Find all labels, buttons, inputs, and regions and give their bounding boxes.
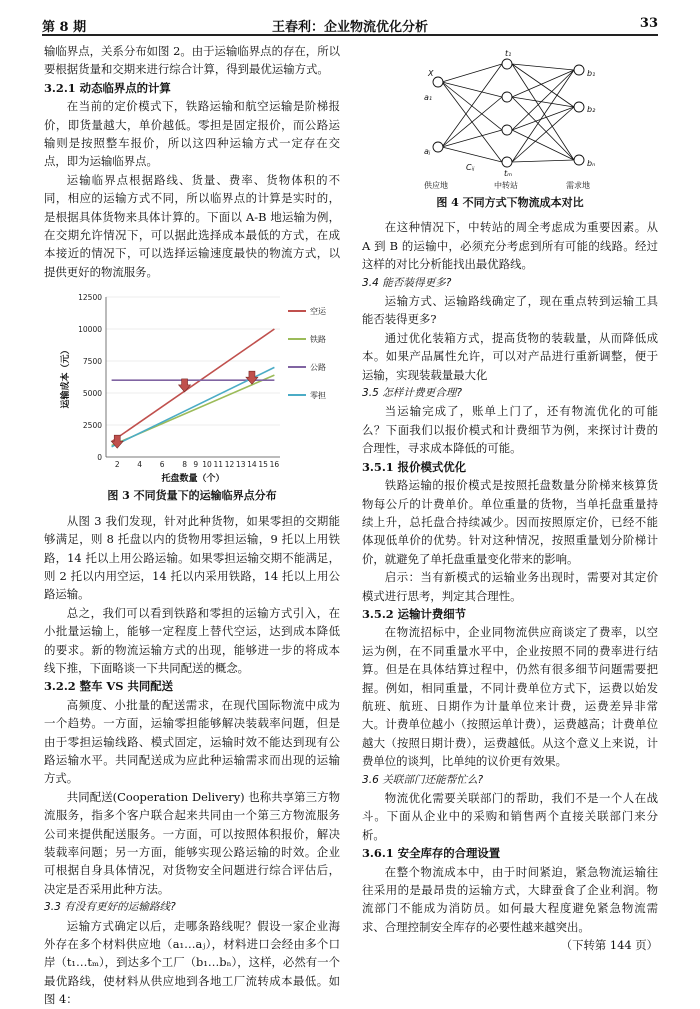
- stage-label: 中转站: [494, 181, 518, 190]
- y-tick-label: 0: [97, 453, 102, 463]
- node-label: aⱼ: [424, 147, 431, 156]
- diagram-edges: [442, 64, 574, 162]
- x-tick-label: 8: [182, 460, 187, 470]
- section-heading: 3.3 有没有更好的运输路线?: [44, 901, 176, 914]
- x-tick-label: 13: [235, 460, 246, 470]
- node-label: bₙ: [587, 159, 596, 168]
- stage-label: 供应地: [424, 181, 448, 190]
- left-column: [44, 42, 340, 1009]
- demand-node: [574, 102, 584, 112]
- node-label: tₘ: [504, 169, 513, 178]
- transit-node: [502, 92, 512, 102]
- node-label: b₂: [587, 105, 596, 114]
- line-chart: [44, 285, 340, 485]
- issue-number: 第 8 期: [42, 20, 87, 35]
- supply-node: [433, 142, 443, 152]
- paragraph: 启示：当有新模式的运输业务出现时，需要对其定价模式进行思考，判定其合理性。: [362, 570, 658, 603]
- section-heading: 3.5.2 运输计费细节: [362, 606, 467, 621]
- transit-node: [502, 157, 512, 167]
- demand-node: [574, 155, 584, 165]
- page-number: 33: [639, 16, 658, 31]
- x-tick-label: 11: [213, 460, 224, 470]
- section-heading: 3.2.2 整车 VS 共同配送: [44, 679, 174, 694]
- x-tick-label: 14: [247, 460, 257, 470]
- transit-node: [502, 59, 512, 69]
- figure-caption: 图 4 不同方式下物流成本对比: [436, 196, 584, 209]
- right-column: [362, 42, 658, 955]
- paragraph: 在这种情况下，中转站的周全考虑成为重要因素。从 A 到 B 的运输中，必须充分考虑到所有可能的线路。经过这样的对比分析能找出最优路线。: [362, 220, 658, 272]
- network-diagram: [362, 42, 658, 192]
- y-axis-label: 运输成本（元）: [61, 345, 71, 409]
- node-label: t₁: [505, 49, 512, 58]
- legend-label: 空运: [310, 307, 326, 317]
- paragraph: 运输方式、运输路线确定了，现在重点转到运输工具能否装得更多?: [362, 294, 658, 327]
- legend-label: 铁路: [310, 335, 326, 345]
- paragraph: 在整个物流成本中，由于时间紧迫，紧急物流运输往往采用的是最昂贵的运输方式，大肆蚕食了企业利润。物流部门不能成为消防员。如何最大程度避免紧急物流需求、合理控制安全库存的必要性越来越突出。: [362, 864, 658, 934]
- y-tick-label: 10000: [78, 325, 102, 335]
- paragraph: 总之，我们可以看到铁路和零担的运输方式引入，在小批量运输上，能够一定程度上替代空运，达到成本降低的要求。新的物流运输方式的出现，能够进一步的将成本线下推，下面略谈一下共同配送的概念。: [44, 605, 340, 675]
- y-tick-label: 2500: [82, 421, 102, 431]
- paragraph: 物流优化需要关联部门的帮助，我们不是一个人在战斗。下面从企业中的采购和销售两个直接关联部门来分析。: [362, 791, 658, 842]
- legend-label: 公路: [310, 363, 326, 373]
- y-tick-label: 7500: [82, 357, 102, 367]
- x-tick-label: 12: [224, 460, 235, 470]
- running-title: 王春利：企业物流优化分析: [271, 20, 428, 35]
- x-tick-label: 6: [159, 460, 165, 470]
- section-heading: 3.5 怎样计费更合理?: [362, 387, 462, 400]
- x-tick-label: 16: [269, 460, 280, 470]
- node-label: a₁: [424, 93, 433, 102]
- x-tick-label: 9: [193, 460, 199, 470]
- legend-label: 零担: [310, 391, 326, 401]
- section-heading: 3.6 关联部门还能帮忙么?: [362, 773, 484, 786]
- paragraph: 在物流招标中，企业同物流供应商谈定了费率，以空运为例，在不同重量水平中，企业按照不同的费率进行结算。但是在具体结算过程中，仍然有很多细节问题需要把握。例如，相同重量，不同计费单位方式下，运费以始发航班、航班、日期作为计量单位来计费，运费差异非常大。计费单位越小（按照运单计费），运费越高；计费单位越大（按照日期计费），运费越低。从这个意义上来说，计费单位的谈判，比单纯的议价更有效果。: [362, 625, 658, 769]
- paragraph: 共同配送(Cooperation Delivery) 也称共享第三方物流服务，指多个客户联合起来共同由一个第三方物流服务公司来提供配送服务。一方面，可以按照体积报价，解决装载率问题；另一方面，能够实现公路运输的时效。企业可根据自身具体情况，对货物安全问题进行综合评估后，决定是否采用此种方法。: [44, 789, 340, 896]
- y-tick-label: 12500: [78, 293, 102, 303]
- node-label: X: [428, 69, 434, 78]
- stage-label: 需求地: [566, 181, 590, 190]
- x-tick-label: 4: [137, 460, 143, 470]
- paragraph: 运输临界点根据路线、货量、费率、货物体积的不同，相应的运输方式不同，所以临界点的计算是实时的，是根据具体货物来具体计算的。下面以 A-B 地运输为例，在交期允许情况下，可以据此选择成本最低的方式，在成本接近的情况下，可以选择运输速度最快的物流方式，以提供更好的物流服务。: [44, 172, 340, 279]
- paragraph: 当运输完成了，账单上门了，还有物流优化的可能么？下面我们以报价模式和计费细节为例，来探讨计费的合理性，寻求成本降低的可能。: [362, 404, 658, 456]
- section-heading: 3.5.1 报价模式优化: [362, 459, 467, 474]
- paragraph: 高频度、小批量的配送需求，在现代国际物流中成为一个趋势。一方面，运输零担能够解决装载率问题，但是由于零担运输线路、模式固定，运输时效不能达到现有公路运输水平。共同配送成为应此种运输需求而出现的运输方式。: [44, 697, 340, 786]
- section-heading: 3.6.1 安全库存的合理设置: [362, 846, 501, 861]
- figure-3-chart: [44, 285, 340, 485]
- y-tick-label: 5000: [82, 389, 102, 399]
- figure-caption: 图 3 不同货量下的运输临界点分布: [107, 489, 277, 503]
- section-heading: 3.2.1 动态临界点的计算: [44, 80, 171, 95]
- supply-node: [433, 77, 443, 87]
- x-tick-label: 10: [202, 460, 212, 470]
- node-label: b₁: [587, 69, 596, 78]
- paragraph: 铁路运输的报价模式是按照托盘数量分阶梯来核算货物每公斤的计费单价。单位重量的货物，当单托盘重量持续上升，总托盘合持续减少。因而按照原定价，已经不能体现低单价的优势。针对这种情况，按照重量划分阶梯计价，就避免了单托盘重量变化带来的影响。: [362, 478, 658, 566]
- paragraph: 从图 3 我们发现，针对此种货物，如果零担的交期能够满足，则 8 托盘以内的货物用零担运输，9 托以上用铁路，14 托以上用公路运输。如果零担运输交期不能满足，则 2 托以内用空运，14 托以内采用铁路，14 托以上用公路运输。: [44, 513, 340, 602]
- x-tick-label: 2: [114, 460, 120, 470]
- demand-node: [574, 65, 584, 75]
- x-axis-label: 托盘数量（个）: [161, 474, 225, 485]
- paragraph: 运输方式确定以后，走哪条路线呢？假设一家企业海外存在多个材料供应地（a₁…aⱼ），材料进口会经由多个口岸（t₁…tₘ），到达多个工厂（b₁…bₙ），这样，必然有一个最优路线，使材料从供应地到各地工厂流转成本最低。如图 4：: [44, 918, 340, 1007]
- page-header: [42, 14, 658, 36]
- section-heading: 3.4 能否装得更多?: [362, 276, 452, 289]
- figure-4-network: [362, 42, 658, 192]
- paragraph: 在当前的定价模式下，铁路运输和航空运输是阶梯报价，即货量越大，单价越低。零担是固定报价，而公路运输则是按照整车报价，所以这四种运输方式一定存在交点，即为运输临界点。: [44, 99, 340, 169]
- continuation-note: （下转第 144 页）: [560, 938, 658, 953]
- paragraph: 输临界点，关系分布如图 2。由于运输临界点的存在，所以要根据货量和交期来进行综合计算，得到最优运输方式。: [44, 44, 340, 77]
- paragraph: 通过优化装箱方式，提高货物的装载量，从而降低成本。如果产品属性允许，可以对产品进行重新调整，便于运输，实现装载量最大化: [362, 330, 658, 382]
- transit-node: [502, 125, 512, 135]
- x-tick-label: 15: [258, 460, 268, 470]
- edge-label: Cᵢⱼ: [466, 163, 475, 172]
